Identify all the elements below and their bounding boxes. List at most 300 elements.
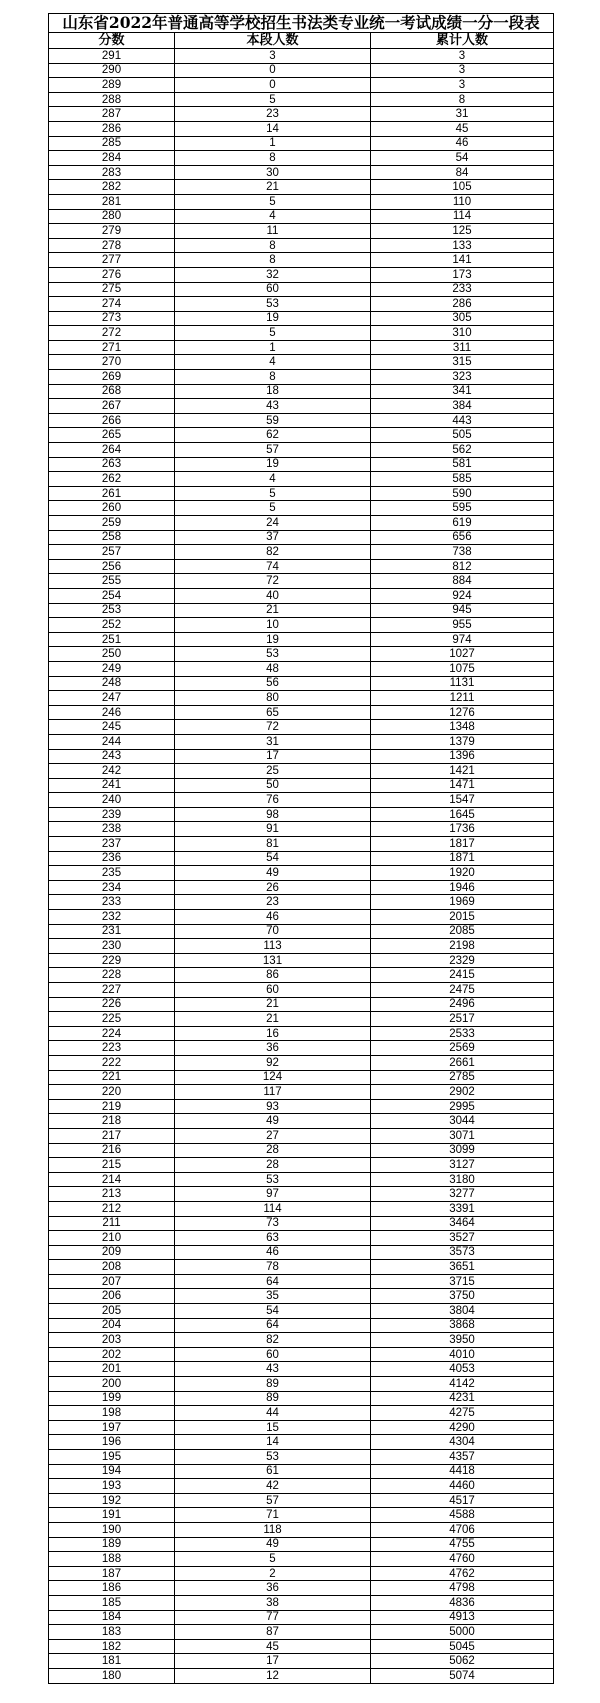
cell-segment-count: 5 xyxy=(175,92,371,107)
cell-score: 241 xyxy=(49,778,175,793)
cell-score: 181 xyxy=(49,1654,175,1669)
table-row xyxy=(49,1552,554,1567)
cell-score: 202 xyxy=(49,1347,175,1362)
table-row xyxy=(49,793,554,808)
cell-cumulative-count: 4275 xyxy=(371,1406,554,1421)
cell-segment-count: 57 xyxy=(175,443,371,458)
table-row xyxy=(49,1260,554,1275)
cell-cumulative-count: 323 xyxy=(371,370,554,385)
table-row xyxy=(49,486,554,501)
cell-cumulative-count: 4836 xyxy=(371,1595,554,1610)
cell-segment-count: 98 xyxy=(175,807,371,822)
cell-segment-count: 31 xyxy=(175,734,371,749)
cell-score: 285 xyxy=(49,136,175,151)
cell-score: 230 xyxy=(49,939,175,954)
cell-cumulative-count: 4304 xyxy=(371,1435,554,1450)
cell-segment-count: 28 xyxy=(175,1158,371,1173)
cell-segment-count: 80 xyxy=(175,691,371,706)
table-row xyxy=(49,340,554,355)
table-row xyxy=(49,866,554,881)
table-row xyxy=(49,749,554,764)
cell-score: 208 xyxy=(49,1260,175,1275)
cell-score: 261 xyxy=(49,486,175,501)
cell-cumulative-count: 1645 xyxy=(371,807,554,822)
cell-segment-count: 14 xyxy=(175,121,371,136)
score-table-container xyxy=(48,13,553,1684)
table-row xyxy=(49,253,554,268)
table-row xyxy=(49,121,554,136)
table-row xyxy=(49,1055,554,1070)
cell-segment-count: 74 xyxy=(175,559,371,574)
cell-score: 274 xyxy=(49,297,175,312)
cell-cumulative-count: 3 xyxy=(371,78,554,93)
cell-segment-count: 25 xyxy=(175,764,371,779)
cell-segment-count: 53 xyxy=(175,647,371,662)
cell-cumulative-count: 310 xyxy=(371,326,554,341)
cell-cumulative-count: 4053 xyxy=(371,1362,554,1377)
cell-segment-count: 1 xyxy=(175,136,371,151)
cell-score: 269 xyxy=(49,370,175,385)
cell-segment-count: 82 xyxy=(175,1333,371,1348)
cell-cumulative-count: 3715 xyxy=(371,1274,554,1289)
cell-segment-count: 78 xyxy=(175,1260,371,1275)
cell-score: 187 xyxy=(49,1566,175,1581)
cell-score: 270 xyxy=(49,355,175,370)
cell-segment-count: 44 xyxy=(175,1406,371,1421)
cell-segment-count: 89 xyxy=(175,1377,371,1392)
cell-score: 225 xyxy=(49,1012,175,1027)
table-row xyxy=(49,807,554,822)
cell-segment-count: 62 xyxy=(175,428,371,443)
cell-cumulative-count: 46 xyxy=(371,136,554,151)
cell-cumulative-count: 2329 xyxy=(371,953,554,968)
table-row xyxy=(49,1114,554,1129)
cell-segment-count: 16 xyxy=(175,1026,371,1041)
cell-score: 283 xyxy=(49,165,175,180)
cell-cumulative-count: 505 xyxy=(371,428,554,443)
table-row xyxy=(49,910,554,925)
header-segment-count: 本段人数 xyxy=(175,33,371,49)
cell-segment-count: 70 xyxy=(175,924,371,939)
cell-cumulative-count: 595 xyxy=(371,501,554,516)
cell-score: 247 xyxy=(49,691,175,706)
table-row xyxy=(49,282,554,297)
cell-score: 268 xyxy=(49,384,175,399)
cell-score: 203 xyxy=(49,1333,175,1348)
cell-segment-count: 11 xyxy=(175,224,371,239)
cell-score: 229 xyxy=(49,953,175,968)
cell-cumulative-count: 3651 xyxy=(371,1260,554,1275)
cell-cumulative-count: 4762 xyxy=(371,1566,554,1581)
cell-score: 200 xyxy=(49,1377,175,1392)
cell-cumulative-count: 1348 xyxy=(371,720,554,735)
table-row xyxy=(49,588,554,603)
cell-score: 190 xyxy=(49,1522,175,1537)
cell-segment-count: 42 xyxy=(175,1479,371,1494)
cell-score: 226 xyxy=(49,997,175,1012)
cell-cumulative-count: 562 xyxy=(371,443,554,458)
cell-score: 258 xyxy=(49,530,175,545)
cell-score: 238 xyxy=(49,822,175,837)
cell-score: 218 xyxy=(49,1114,175,1129)
cell-segment-count: 53 xyxy=(175,1450,371,1465)
cell-cumulative-count: 5000 xyxy=(371,1625,554,1640)
cell-cumulative-count: 384 xyxy=(371,399,554,414)
table-row xyxy=(49,924,554,939)
cell-cumulative-count: 1471 xyxy=(371,778,554,793)
cell-segment-count: 53 xyxy=(175,297,371,312)
table-row xyxy=(49,778,554,793)
cell-cumulative-count: 3804 xyxy=(371,1304,554,1319)
table-row xyxy=(49,1625,554,1640)
cell-cumulative-count: 2415 xyxy=(371,968,554,983)
cell-segment-count: 21 xyxy=(175,1012,371,1027)
table-body xyxy=(49,49,554,1684)
cell-segment-count: 49 xyxy=(175,1114,371,1129)
cell-score: 207 xyxy=(49,1274,175,1289)
table-row xyxy=(49,851,554,866)
header-cumulative-count: 累计人数 xyxy=(371,33,554,49)
cell-cumulative-count: 4913 xyxy=(371,1610,554,1625)
table-row xyxy=(49,399,554,414)
cell-score: 253 xyxy=(49,603,175,618)
cell-score: 199 xyxy=(49,1391,175,1406)
table-row xyxy=(49,180,554,195)
table-row xyxy=(49,1201,554,1216)
table-row xyxy=(49,1347,554,1362)
cell-cumulative-count: 3180 xyxy=(371,1172,554,1187)
cell-score: 266 xyxy=(49,413,175,428)
cell-score: 278 xyxy=(49,238,175,253)
cell-score: 277 xyxy=(49,253,175,268)
cell-score: 221 xyxy=(49,1070,175,1085)
table-row xyxy=(49,705,554,720)
table-row xyxy=(49,647,554,662)
cell-cumulative-count: 974 xyxy=(371,632,554,647)
cell-cumulative-count: 1131 xyxy=(371,676,554,691)
table-row xyxy=(49,78,554,93)
table-row xyxy=(49,1012,554,1027)
cell-segment-count: 4 xyxy=(175,472,371,487)
table-row xyxy=(49,734,554,749)
cell-score: 281 xyxy=(49,194,175,209)
table-row xyxy=(49,355,554,370)
cell-segment-count: 27 xyxy=(175,1128,371,1143)
cell-segment-count: 87 xyxy=(175,1625,371,1640)
cell-score: 235 xyxy=(49,866,175,881)
cell-segment-count: 5 xyxy=(175,1552,371,1567)
cell-cumulative-count: 84 xyxy=(371,165,554,180)
cell-score: 233 xyxy=(49,895,175,910)
cell-cumulative-count: 1871 xyxy=(371,851,554,866)
cell-cumulative-count: 3127 xyxy=(371,1158,554,1173)
cell-score: 260 xyxy=(49,501,175,516)
cell-score: 215 xyxy=(49,1158,175,1173)
cell-score: 194 xyxy=(49,1464,175,1479)
cell-cumulative-count: 1421 xyxy=(371,764,554,779)
cell-cumulative-count: 4706 xyxy=(371,1522,554,1537)
cell-score: 243 xyxy=(49,749,175,764)
cell-score: 257 xyxy=(49,545,175,560)
cell-cumulative-count: 2475 xyxy=(371,983,554,998)
cell-segment-count: 46 xyxy=(175,910,371,925)
table-row xyxy=(49,676,554,691)
cell-segment-count: 24 xyxy=(175,516,371,531)
cell-segment-count: 91 xyxy=(175,822,371,837)
cell-segment-count: 2 xyxy=(175,1566,371,1581)
cell-score: 279 xyxy=(49,224,175,239)
table-title: 山东省2022年普通高等学校招生书法类专业统一考试成绩一分一段表 xyxy=(48,13,554,32)
cell-segment-count: 3 xyxy=(175,49,371,64)
cell-segment-count: 49 xyxy=(175,1537,371,1552)
cell-score: 240 xyxy=(49,793,175,808)
cell-segment-count: 63 xyxy=(175,1231,371,1246)
cell-cumulative-count: 1276 xyxy=(371,705,554,720)
cell-segment-count: 71 xyxy=(175,1508,371,1523)
table-row xyxy=(49,49,554,64)
cell-segment-count: 12 xyxy=(175,1668,371,1683)
table-row xyxy=(49,1041,554,1056)
cell-score: 242 xyxy=(49,764,175,779)
cell-score: 185 xyxy=(49,1595,175,1610)
cell-score: 248 xyxy=(49,676,175,691)
cell-segment-count: 59 xyxy=(175,413,371,428)
cell-cumulative-count: 173 xyxy=(371,267,554,282)
cell-cumulative-count: 2569 xyxy=(371,1041,554,1056)
cell-score: 249 xyxy=(49,661,175,676)
cell-segment-count: 92 xyxy=(175,1055,371,1070)
table-row xyxy=(49,983,554,998)
cell-score: 210 xyxy=(49,1231,175,1246)
table-row xyxy=(49,632,554,647)
table-row xyxy=(49,559,554,574)
cell-segment-count: 4 xyxy=(175,355,371,370)
cell-segment-count: 8 xyxy=(175,370,371,385)
cell-score: 209 xyxy=(49,1245,175,1260)
cell-score: 189 xyxy=(49,1537,175,1552)
cell-segment-count: 49 xyxy=(175,866,371,881)
cell-cumulative-count: 3277 xyxy=(371,1187,554,1202)
cell-score: 287 xyxy=(49,107,175,122)
table-row xyxy=(49,545,554,560)
cell-segment-count: 124 xyxy=(175,1070,371,1085)
cell-score: 212 xyxy=(49,1201,175,1216)
table-row xyxy=(49,63,554,78)
cell-cumulative-count: 4460 xyxy=(371,1479,554,1494)
cell-score: 206 xyxy=(49,1289,175,1304)
cell-segment-count: 56 xyxy=(175,676,371,691)
cell-score: 239 xyxy=(49,807,175,822)
cell-cumulative-count: 3750 xyxy=(371,1289,554,1304)
cell-segment-count: 81 xyxy=(175,837,371,852)
table-row xyxy=(49,895,554,910)
table-row xyxy=(49,501,554,516)
table-row xyxy=(49,1464,554,1479)
table-row xyxy=(49,661,554,676)
cell-score: 232 xyxy=(49,910,175,925)
cell-score: 195 xyxy=(49,1450,175,1465)
header-score: 分数 xyxy=(49,33,175,49)
cell-cumulative-count: 31 xyxy=(371,107,554,122)
table-row xyxy=(49,1158,554,1173)
table-row xyxy=(49,209,554,224)
cell-score: 220 xyxy=(49,1085,175,1100)
cell-cumulative-count: 1379 xyxy=(371,734,554,749)
cell-score: 276 xyxy=(49,267,175,282)
cell-cumulative-count: 590 xyxy=(371,486,554,501)
cell-score: 267 xyxy=(49,399,175,414)
cell-segment-count: 10 xyxy=(175,618,371,633)
cell-cumulative-count: 4418 xyxy=(371,1464,554,1479)
cell-cumulative-count: 1969 xyxy=(371,895,554,910)
cell-segment-count: 61 xyxy=(175,1464,371,1479)
cell-score: 265 xyxy=(49,428,175,443)
cell-score: 231 xyxy=(49,924,175,939)
cell-segment-count: 46 xyxy=(175,1245,371,1260)
cell-cumulative-count: 4290 xyxy=(371,1420,554,1435)
cell-score: 282 xyxy=(49,180,175,195)
cell-cumulative-count: 2902 xyxy=(371,1085,554,1100)
cell-segment-count: 60 xyxy=(175,983,371,998)
cell-score: 255 xyxy=(49,574,175,589)
table-row xyxy=(49,1639,554,1654)
cell-score: 180 xyxy=(49,1668,175,1683)
cell-score: 252 xyxy=(49,618,175,633)
cell-score: 222 xyxy=(49,1055,175,1070)
cell-segment-count: 37 xyxy=(175,530,371,545)
cell-cumulative-count: 884 xyxy=(371,574,554,589)
table-row xyxy=(49,1581,554,1596)
cell-segment-count: 4 xyxy=(175,209,371,224)
cell-segment-count: 114 xyxy=(175,1201,371,1216)
cell-segment-count: 60 xyxy=(175,282,371,297)
cell-score: 198 xyxy=(49,1406,175,1421)
table-row xyxy=(49,1333,554,1348)
cell-score: 251 xyxy=(49,632,175,647)
table-row xyxy=(49,603,554,618)
cell-segment-count: 1 xyxy=(175,340,371,355)
cell-cumulative-count: 2785 xyxy=(371,1070,554,1085)
table-row xyxy=(49,822,554,837)
cell-score: 273 xyxy=(49,311,175,326)
table-row xyxy=(49,194,554,209)
cell-cumulative-count: 305 xyxy=(371,311,554,326)
cell-segment-count: 53 xyxy=(175,1172,371,1187)
cell-score: 188 xyxy=(49,1552,175,1567)
cell-segment-count: 5 xyxy=(175,501,371,516)
cell-cumulative-count: 1736 xyxy=(371,822,554,837)
cell-score: 196 xyxy=(49,1435,175,1450)
cell-cumulative-count: 3391 xyxy=(371,1201,554,1216)
table-row xyxy=(49,1026,554,1041)
table-row xyxy=(49,691,554,706)
cell-cumulative-count: 1817 xyxy=(371,837,554,852)
cell-segment-count: 23 xyxy=(175,895,371,910)
table-row xyxy=(49,1216,554,1231)
cell-segment-count: 43 xyxy=(175,399,371,414)
table-row xyxy=(49,472,554,487)
table-row xyxy=(49,1508,554,1523)
cell-cumulative-count: 315 xyxy=(371,355,554,370)
cell-segment-count: 19 xyxy=(175,311,371,326)
table-row xyxy=(49,1377,554,1392)
cell-segment-count: 82 xyxy=(175,545,371,560)
cell-score: 192 xyxy=(49,1493,175,1508)
cell-cumulative-count: 955 xyxy=(371,618,554,633)
cell-segment-count: 32 xyxy=(175,267,371,282)
cell-cumulative-count: 4142 xyxy=(371,1377,554,1392)
table-row xyxy=(49,457,554,472)
cell-cumulative-count: 1075 xyxy=(371,661,554,676)
cell-cumulative-count: 443 xyxy=(371,413,554,428)
cell-cumulative-count: 3527 xyxy=(371,1231,554,1246)
table-row xyxy=(49,1566,554,1581)
cell-cumulative-count: 110 xyxy=(371,194,554,209)
cell-segment-count: 36 xyxy=(175,1041,371,1056)
cell-cumulative-count: 3099 xyxy=(371,1143,554,1158)
table-row xyxy=(49,764,554,779)
cell-score: 216 xyxy=(49,1143,175,1158)
cell-score: 227 xyxy=(49,983,175,998)
table-row xyxy=(49,297,554,312)
table-row xyxy=(49,997,554,1012)
cell-score: 284 xyxy=(49,151,175,166)
cell-score: 291 xyxy=(49,49,175,64)
cell-cumulative-count: 3044 xyxy=(371,1114,554,1129)
table-row xyxy=(49,1128,554,1143)
cell-score: 288 xyxy=(49,92,175,107)
cell-cumulative-count: 2517 xyxy=(371,1012,554,1027)
cell-score: 290 xyxy=(49,63,175,78)
cell-score: 254 xyxy=(49,588,175,603)
cell-cumulative-count: 924 xyxy=(371,588,554,603)
cell-segment-count: 45 xyxy=(175,1639,371,1654)
cell-cumulative-count: 945 xyxy=(371,603,554,618)
cell-segment-count: 5 xyxy=(175,326,371,341)
cell-segment-count: 5 xyxy=(175,486,371,501)
table-row xyxy=(49,326,554,341)
cell-cumulative-count: 3573 xyxy=(371,1245,554,1260)
table-row xyxy=(49,880,554,895)
cell-segment-count: 30 xyxy=(175,165,371,180)
cell-cumulative-count: 2995 xyxy=(371,1099,554,1114)
cell-score: 246 xyxy=(49,705,175,720)
cell-segment-count: 48 xyxy=(175,661,371,676)
table-row xyxy=(49,165,554,180)
cell-cumulative-count: 812 xyxy=(371,559,554,574)
table-row xyxy=(49,1187,554,1202)
cell-score: 256 xyxy=(49,559,175,574)
cell-cumulative-count: 8 xyxy=(371,92,554,107)
cell-segment-count: 113 xyxy=(175,939,371,954)
cell-segment-count: 40 xyxy=(175,588,371,603)
cell-cumulative-count: 656 xyxy=(371,530,554,545)
cell-segment-count: 54 xyxy=(175,851,371,866)
table-row xyxy=(49,516,554,531)
cell-segment-count: 76 xyxy=(175,793,371,808)
cell-score: 191 xyxy=(49,1508,175,1523)
table-row xyxy=(49,1245,554,1260)
cell-cumulative-count: 141 xyxy=(371,253,554,268)
cell-segment-count: 93 xyxy=(175,1099,371,1114)
cell-segment-count: 77 xyxy=(175,1610,371,1625)
cell-segment-count: 89 xyxy=(175,1391,371,1406)
table-row xyxy=(49,428,554,443)
cell-segment-count: 64 xyxy=(175,1318,371,1333)
cell-score: 197 xyxy=(49,1420,175,1435)
table-row xyxy=(49,1274,554,1289)
cell-segment-count: 17 xyxy=(175,749,371,764)
